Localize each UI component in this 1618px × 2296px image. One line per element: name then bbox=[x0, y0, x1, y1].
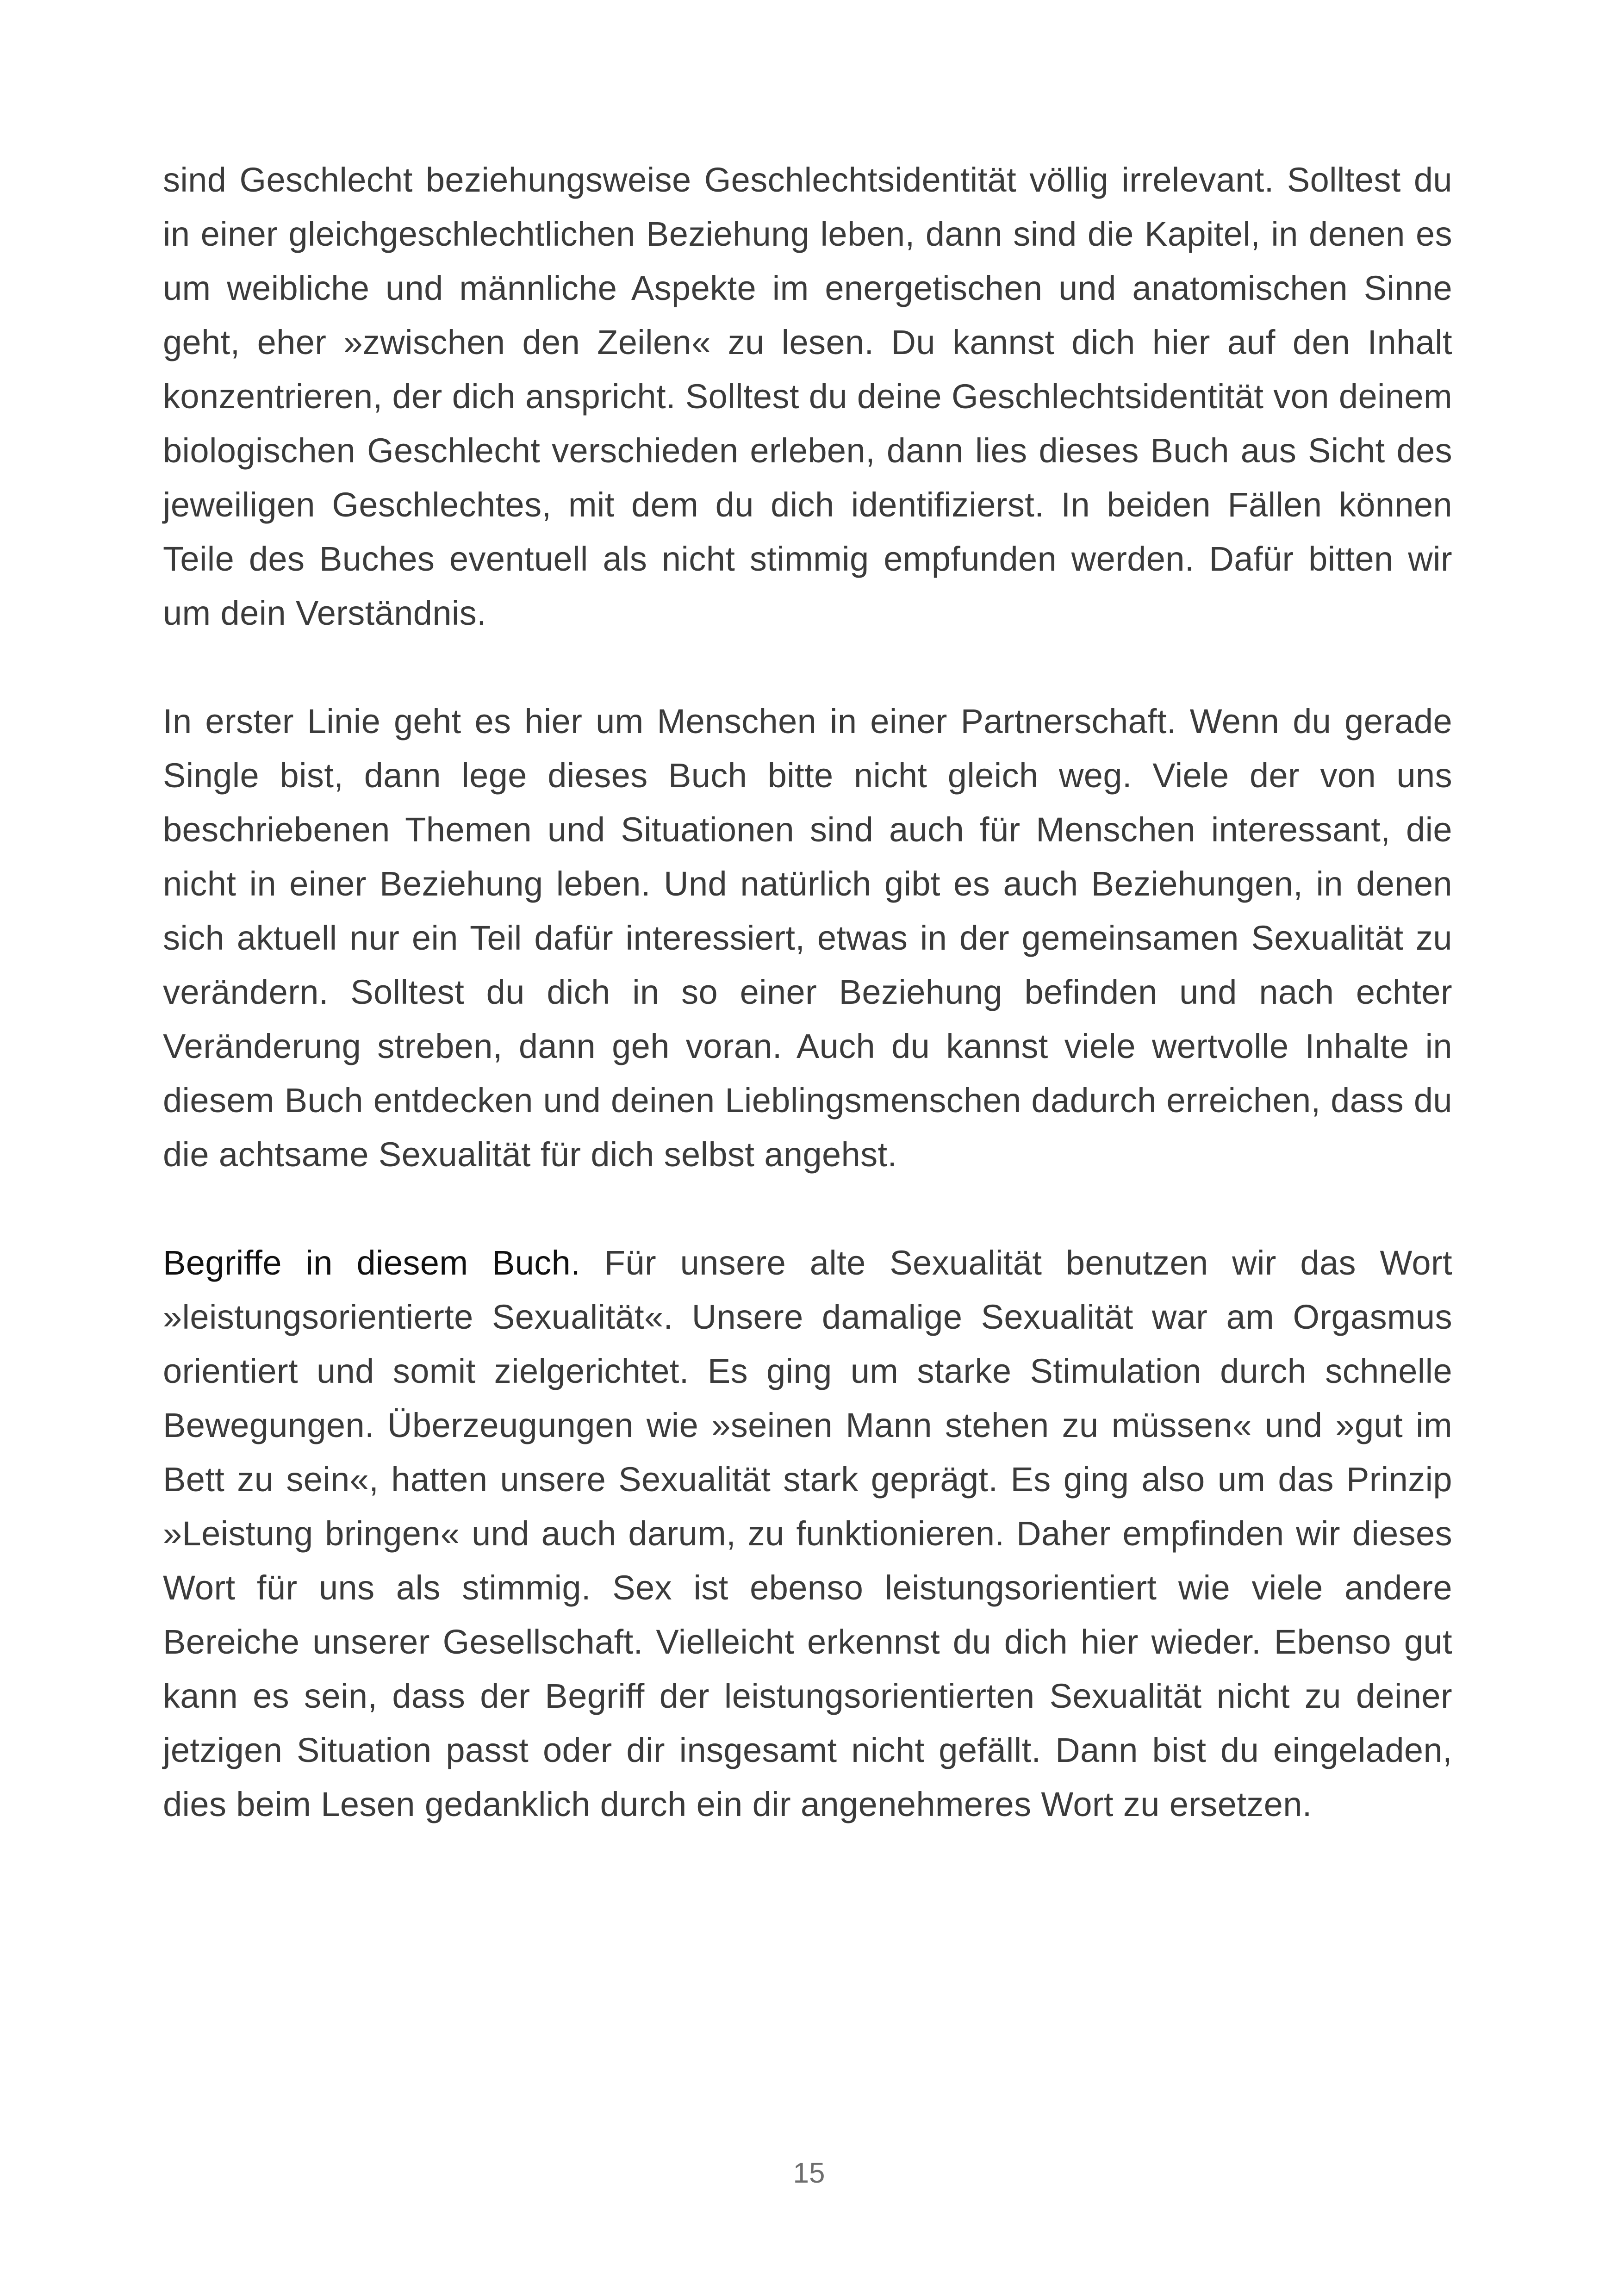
page-number: 15 bbox=[793, 2157, 825, 2189]
terms-body-text: Für unsere alte Sexualität benutzen wir das Wort »leistungsorientierte Sexualität«. Unsere damalige Sexualität war am Orgasmus orientiert und somit zielgerichtet. Es ging um starke Stimulation durch schnelle Bewegungen. Überzeugungen wie »seinen Mann stehen zu müssen« und »gut im Bett zu sein«, hatten unsere Sexualität stark geprägt. Es ging also um das Prinzip »Leistung bringen« und auch darum, zu funktionieren. Daher empfinden wir dieses Wort für uns als stimmig. Sex ist ebenso leistungsorientiert wie viele andere Bereiche unserer Gesellschaft. Vielleicht erkennst du dich hier wieder. Ebenso gut kann es sein, dass der Begriff der leistungsorientierten Sexualität nicht zu deiner jetzigen Situation passt oder dir insgesamt nicht gefällt. Dann bist du eingeladen, dies beim Lesen gedanklich durch ein dir angenehmeres Wort zu ersetzen. bbox=[163, 1244, 1452, 1823]
section-heading-terms: Begriffe in diesem Buch. bbox=[163, 1244, 581, 1282]
paragraph-gender-identity: sind Geschlecht beziehungsweise Geschlechtsidentität völlig irrelevant. Solltest du in einer gleichgeschlechtlichen Beziehung leben, dann sind die Kapitel, in denen es um weibliche und männliche Aspekte im energetischen und anatomischen Sinne geht, eher »zwischen den Zeilen« zu lesen. Du kannst dich hier auf den Inhalt konzentrieren, der dich anspricht. Solltest du deine Geschlechtsidentität von deinem biologischen Geschlecht verschieden erleben, dann lies dieses Buch aus Sicht des jeweiligen Geschlechtes, mit dem du dich identifizierst. In beiden Fällen können Teile des Buches eventuell als nicht stimmig empfunden werden. Dafür bitten wir um dein Verständnis. bbox=[163, 161, 1452, 632]
paragraph-terms bbox=[163, 1236, 1452, 1831]
paragraph-partnership: In erster Linie geht es hier um Menschen in einer Partnerschaft. Wenn du gerade Single bist, dann lege dieses Buch bitte nicht gleich weg. Viele der von uns beschriebenen Themen und Situationen sind auch für Menschen interessant, die nicht in einer Beziehung leben. Und natürlich gibt es auch Beziehungen, in denen sich aktuell nur ein Teil dafür interessiert, etwas in der gemeinsamen Sexualität zu verändern. Solltest du dich in so einer Beziehung befinden und nach echter Veränderung streben, dann geh voran. Auch du kannst viele wertvolle Inhalte in diesem Buch entdecken und deinen Lieblingsmenschen dadurch erreichen, dass du die achtsame Sexualität für dich selbst angehst. bbox=[163, 702, 1452, 1174]
body-text bbox=[163, 153, 1452, 1831]
